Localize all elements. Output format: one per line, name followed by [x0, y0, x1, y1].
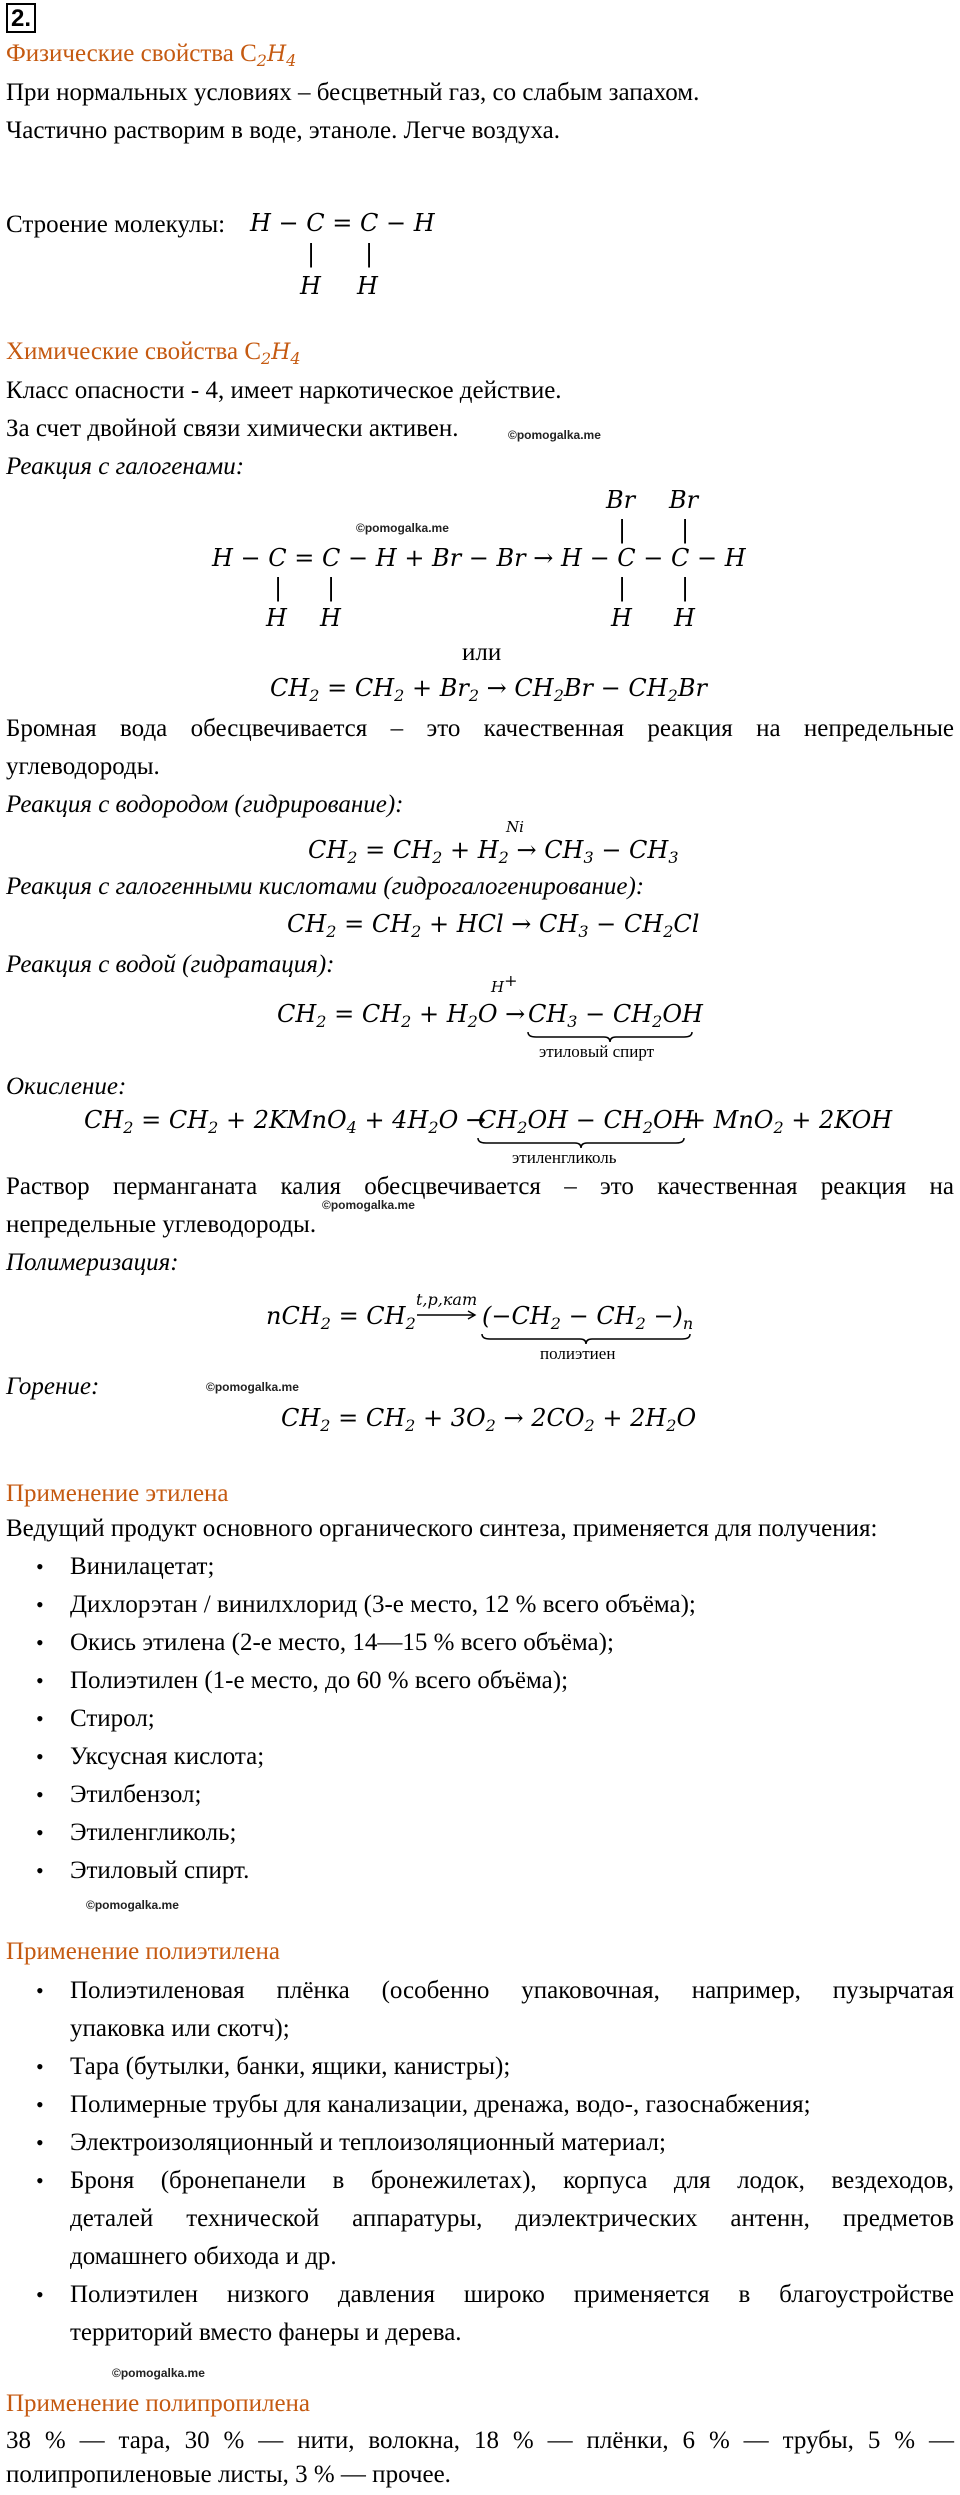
watermark: ©pomogalka.me [112, 2366, 205, 2380]
watermark: ©pomogalka.me [356, 521, 449, 535]
list-item: Стирол; [70, 1705, 155, 1732]
halogen-bond-1: | [274, 574, 283, 602]
halogen-title: Реакция с галогенами: [6, 453, 245, 480]
list-item: Полимерные трубы для канализации, дренажа, водо-, газоснабжения; [70, 2091, 811, 2118]
page: 2. Физические свойства $C_2H_4$ При нормальных условиях – бесцветный газ, со слабым запахом. Частично растворим в воде, этаноле. Легче воздуха. Строение молекулы: H − C = C − H | | H H Химические свойства $C_2H_4$ Класс опасности - 4, имеет наркотическое действие. За счет двойной связи химически активен. ©pomogalka.me Реакция с галогенами: Br Br | | ©pomogalka.me H − C = C − H + Br − Br → H − C − C − H | | | | H H H H или $CH_2 = CH_2 + Br_2 \to CH_2Br - CH_2Br$ Бромная вода обесцвечивается – это качественная реакция на непредельные углеводороды. Реакция с водородом (гидрирование): Ni $CH_2 = CH_2 + H_2 \to CH_3 - CH_3$ Реакция с галогенными кислотами (гидрогалогенирование): $CH_2 = CH_2$ + HCl → $CH_3 - CH_2Cl$ Реакция с водой (гидратация): H+ $CH_2 = CH_2 + H_2O$ → $CH_3 - CH_2OH$ этиловый спирт Окисление: $CH_2 = CH_2$ + 2KMnO$_4$ + $4H_2O$ → $CH_2OH - CH_2OH$ + MnO$_2$ + 2KOH этиленгликоль Раствор перманганата калия обесцвечивается – это качественная реакция на непредельные углеводороды. ©pomogalka.me Полимеризация: t,p,кат $nCH_2 = CH_2$ $(-CH_2 - CH_2 -)_n$ полиэтиен Горение: ©pomogalka.me $CH_2 = CH_2 + 3O_2 \to 2CO_2 + 2H_2O$ Применение этилена Ведущий продукт основного органического синтеза, применяется для получения: • Винилацетат; • Дихлорэтан / винилхлорид (3-е место, 12 % всего объёма); • Окись этилена (2-е место, 14—15 % всего объёма); • Полиэтилен (1-е место, до 60 % всего объёма); • Стирол; • Уксусная кислота; • Этилбензол; • Этиленгликоль; • Этиловый спирт. ©pomogalka.me Применение полиэтилена • Полиэтиленовая плёнка (особенно упаковочная, например, пузырчатая упаковка или скотч); • Тара (бутылки, банки, ящики, канистры); • Полимерные трубы для канализации, дренажа, водо-, газоснабжения; • Электроизоляционный и теплоизоляционный материал; • Броня (бронепанели в бронежилетах), корпуса для лодок, вездеходов, деталей технической аппаратуры, диэлектрических антенн, предметов домашнего обихода и др. • Полиэтилен низкого давления широко применяется в благоустройстве территорий вместо фанеры и дерева. ©pomogalka.me Применение полипропилена 38 % — тара, 30 % — нити, волокна, 18 % — плёнки, 6 % — трубы, 5 % — полипропиленовые листы, 3 % — прочее. [0, 0, 960, 2495]
poly-product: $(-CH_2 - CH_2 -)_n$ [482, 1302, 694, 1333]
halogen-h-2: H [320, 604, 341, 632]
list-item: Этиленгликоль; [70, 1819, 237, 1846]
hydro-catalyst: Ni [506, 818, 524, 836]
chem-line-1: Класс опасности - 4, имеет наркотическое действие. [6, 377, 562, 404]
list-item: Броня (бронепанели в бронежилетах), корпуса для лодок, вездеходов, [70, 2167, 954, 2194]
watermark: ©pomogalka.me [206, 1380, 299, 1394]
structure-bond-2: | [365, 240, 374, 268]
hydra-product-label: этиловый спирт [539, 1042, 655, 1061]
perm-text-1: Раствор перманганата калия обесцвечивается – это качественная реакция на [6, 1173, 954, 1200]
task-number: 2. [6, 3, 36, 33]
br-bond-2: | [681, 516, 690, 544]
structure-bond-1: | [307, 240, 316, 268]
poly-eq: $nCH_2 = CH_2$ [266, 1302, 416, 1333]
oxid-rest: + MnO$_2$ + 2KOH [686, 1106, 893, 1137]
halogen-bond-3: | [618, 574, 627, 602]
halogen-h-4: H [674, 604, 695, 632]
oxid-title: Окисление: [6, 1073, 127, 1100]
hydra-catalyst: H+ [491, 971, 518, 996]
list-item: Полиэтиленовая плёнка (особенно упаковочная, например, пузырчатая [70, 1977, 954, 2004]
poly-title: Полимеризация: [6, 1249, 179, 1276]
oxid-product: $CH_2OH - CH_2OH$ [478, 1106, 694, 1137]
halogen-main-eq: H − C = C − H + Br − Br → H − C − C − H [212, 544, 746, 572]
structure-h-1: H [300, 272, 321, 300]
list-item-cont: территорий вместо фанеры и дерева. [70, 2319, 462, 2346]
chem-line-2: За счет двойной связи химически активен. [6, 415, 459, 442]
list-item: Полиэтилен низкого давления широко применяется в благоустройстве [70, 2281, 954, 2308]
list-item-cont: домашнего обихода и др. [70, 2243, 337, 2270]
hydro-title: Реакция с водородом (гидрирование): [6, 791, 404, 818]
polypropylene-line-2: полипропиленовые листы, 3 % — прочее. [6, 2461, 451, 2488]
polyethylene-use-heading: Применение полиэтилена [6, 1938, 280, 1965]
bromine-text-1: Бромная вода обесцвечивается – это качественная реакция на непредельные [6, 715, 954, 742]
perm-text-2: непредельные углеводороды. [6, 1211, 317, 1238]
phys-line-1: При нормальных условиях – бесцветный газ, со слабым запахом. [6, 79, 700, 106]
halogen-bond-4: | [681, 574, 690, 602]
list-item-cont: упаковка или скотч); [70, 2015, 290, 2042]
hydra-product: $CH_3 - CH_2OH$ [528, 1000, 703, 1031]
oxid-product-label: этиленгликоль [512, 1148, 617, 1167]
or-word: или [462, 639, 502, 666]
list-item: Винилацетат; [70, 1553, 215, 1580]
hhal-title: Реакция с галогенными кислотами (гидрогалогенирование): [6, 873, 645, 900]
list-item: Дихлорэтан / винилхлорид (3-е место, 12 % всего объёма); [70, 1591, 696, 1618]
structure-h-2: H [357, 272, 378, 300]
br-top-2: Br [669, 486, 699, 514]
halogen-h-1: H [266, 604, 287, 632]
phys-line-2: Частично растворим в воде, этаноле. Легче воздуха. [6, 117, 560, 144]
polypropylene-use-heading: Применение полипропилена [6, 2390, 311, 2417]
burn-title: Горение: [6, 1373, 100, 1400]
poly-product-label: полиэтиен [540, 1344, 616, 1363]
halogen-bond-2: | [327, 574, 336, 602]
oxid-eq: $CH_2 = CH_2$ + 2KMnO$_4$ + $4H_2O$ → [84, 1106, 486, 1137]
bromine-text-2: углеводороды. [6, 753, 160, 780]
watermark: ©pomogalka.me [322, 1198, 415, 1212]
list-item: Уксусная кислота; [70, 1743, 265, 1770]
list-item: Этилбензол; [70, 1781, 202, 1808]
list-item: Полиэтилен (1-е место, до 60 % всего объёма); [70, 1667, 569, 1694]
poly-arrow [416, 1310, 478, 1320]
halogen-h-3: H [611, 604, 632, 632]
chem-heading: Химические свойства $C_2H_4$ [6, 338, 301, 368]
polypropylene-line-1: 38 % — тара, 30 % — нити, волокна, 18 % — плёнки, 6 % — трубы, 5 % — [6, 2427, 954, 2454]
list-item: Электроизоляционный и теплоизоляционный материал; [70, 2129, 666, 2156]
phys-heading: Физические свойства $C_2H_4$ [6, 40, 297, 70]
list-item: Тара (бутылки, банки, ящики, канистры); [70, 2053, 511, 2080]
br-bond-1: | [618, 516, 627, 544]
br-top-1: Br [606, 486, 636, 514]
watermark: ©pomogalka.me [86, 1898, 179, 1912]
hhal-eq: $CH_2 = CH_2$ + HCl → $CH_3 - CH_2Cl$ [287, 910, 700, 941]
hydra-title: Реакция с водой (гидратация): [6, 951, 335, 978]
hydra-eq: $CH_2 = CH_2 + H_2O$ → [277, 1000, 526, 1031]
halogen-alt-eq: $CH_2 = CH_2 + Br_2 \to CH_2Br - CH_2Br$ [270, 674, 707, 705]
hydro-eq: $CH_2 = CH_2 + H_2 \to CH_3 - CH_3$ [308, 836, 679, 867]
burn-eq: $CH_2 = CH_2 + 3O_2 \to 2CO_2 + 2H_2O$ [281, 1404, 697, 1435]
list-item: Окись этилена (2-е место, 14—15 % всего объёма); [70, 1629, 614, 1656]
poly-conditions: t,p,кат [416, 1290, 478, 1309]
list-item: Этиловый спирт. [70, 1857, 250, 1884]
ethylene-use-heading: Применение этилена [6, 1480, 229, 1507]
list-item-cont: деталей технической аппаратуры, диэлектрических антенн, предметов [70, 2205, 954, 2232]
structure-label: Строение молекулы: [6, 211, 226, 238]
watermark: ©pomogalka.me [508, 428, 601, 442]
structure-formula: H − C = C − H [250, 209, 435, 237]
ethylene-use-intro: Ведущий продукт основного органического синтеза, применяется для получения: [6, 1515, 878, 1542]
